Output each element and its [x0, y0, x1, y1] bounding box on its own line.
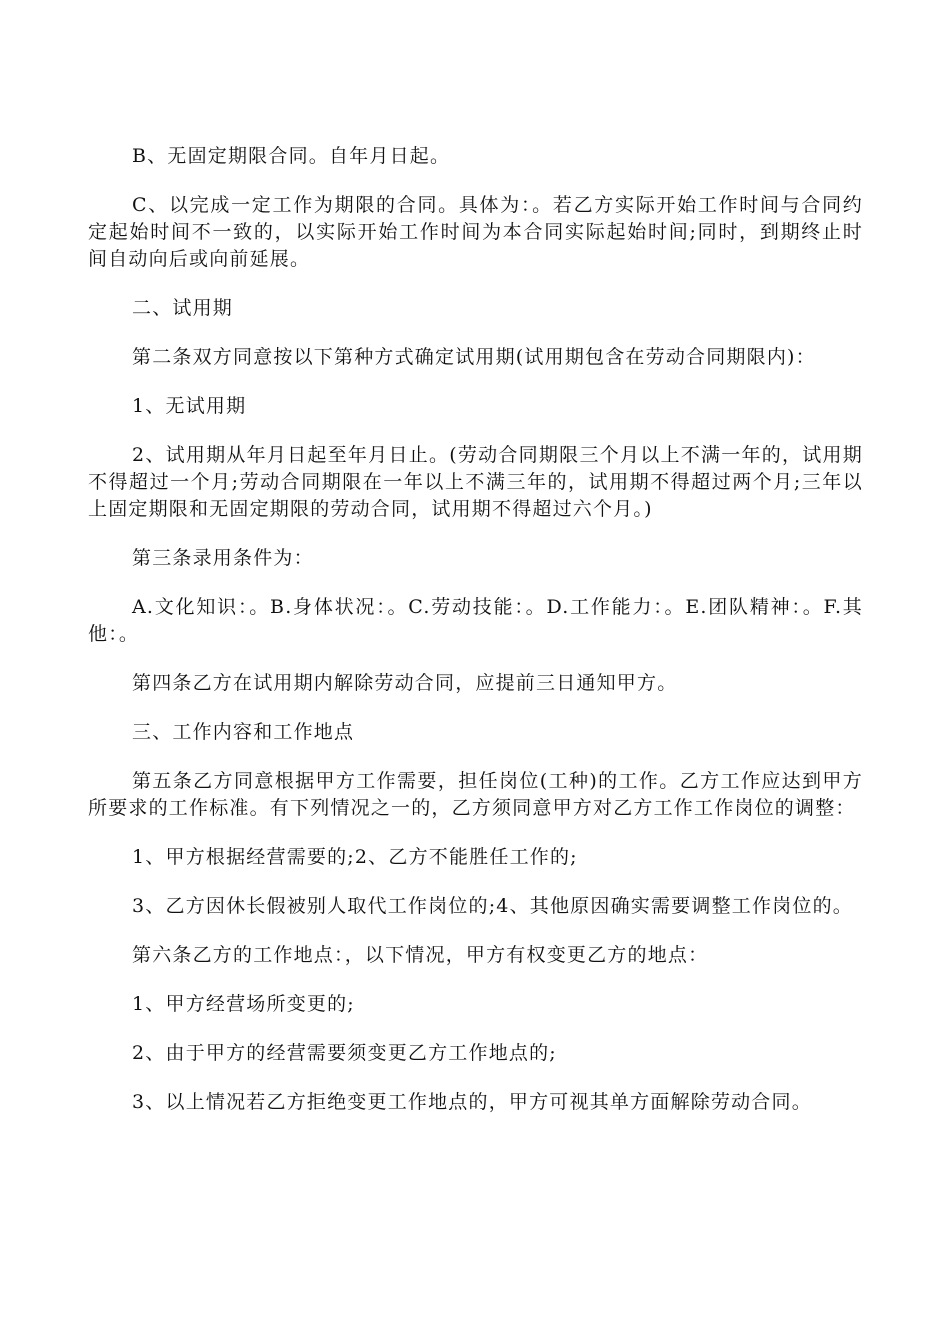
list-item-adjustment-3-4: 3、乙方因休长假被别人取代工作岗位的;4、其他原因确实需要调整工作岗位的。	[132, 895, 853, 917]
section-heading-probation: 二、试用期	[132, 297, 234, 319]
paragraph-contract-type-c: C、以完成一定工作为期限的合同。具体为：。若乙方实际开始工作时间与合同约定起始时间不一致的，以实际开始工作时间为本合同实际起始时间;同时，到期终止时间自动向后或向前延展。	[88, 194, 863, 270]
paragraph-article-6: 第六条乙方的工作地点：，以下情况，甲方有权变更乙方的地点：	[132, 944, 709, 966]
list-item-location-change-2: 2、由于甲方的经营需要须变更乙方工作地点的;	[132, 1042, 557, 1064]
list-item-no-probation: 1、无试用期	[132, 395, 247, 417]
list-item-adjustment-1-2: 1、甲方根据经营需要的;2、乙方不能胜任工作的;	[132, 846, 578, 868]
paragraph-contract-type-b: B、无固定期限合同。自年月日起。	[132, 145, 451, 167]
paragraph-article-3: 第三条录用条件为：	[132, 547, 314, 569]
paragraph-article-4: 第四条乙方在试用期内解除劳动合同，应提前三日通知甲方。	[132, 672, 678, 694]
list-item-location-change-1: 1、甲方经营场所变更的;	[132, 993, 355, 1015]
document-body	[88, 143, 863, 1138]
list-item-probation-period: 2、试用期从年月日起至年月日止。(劳动合同期限三个月以上不满一年的，试用期不得超过一个月;劳动合同期限在一年以上不满三年的，试用期不得超过两个月;三年以上固定期限和无固定期限的劳动合同，试用期不得超过六个月。)	[88, 444, 863, 520]
list-item-location-change-3: 3、以上情况若乙方拒绝变更工作地点的，甲方可视其单方面解除劳动合同。	[132, 1091, 812, 1113]
paragraph-hiring-conditions: A.文化知识：。B.身体状况：。C.劳动技能：。D.工作能力：。E.团队精神：。F.其他：。	[88, 596, 863, 645]
paragraph-article-2: 第二条双方同意按以下第种方式确定试用期(试用期包含在劳动合同期限内)：	[132, 346, 816, 368]
section-heading-work-content-location: 三、工作内容和工作地点	[132, 721, 355, 743]
paragraph-article-5: 第五条乙方同意根据甲方工作需要，担任岗位(工种)的工作。乙方工作应达到甲方所要求的工作标准。有下列情况之一的，乙方须同意甲方对乙方工作工作岗位的调整：	[88, 770, 863, 819]
